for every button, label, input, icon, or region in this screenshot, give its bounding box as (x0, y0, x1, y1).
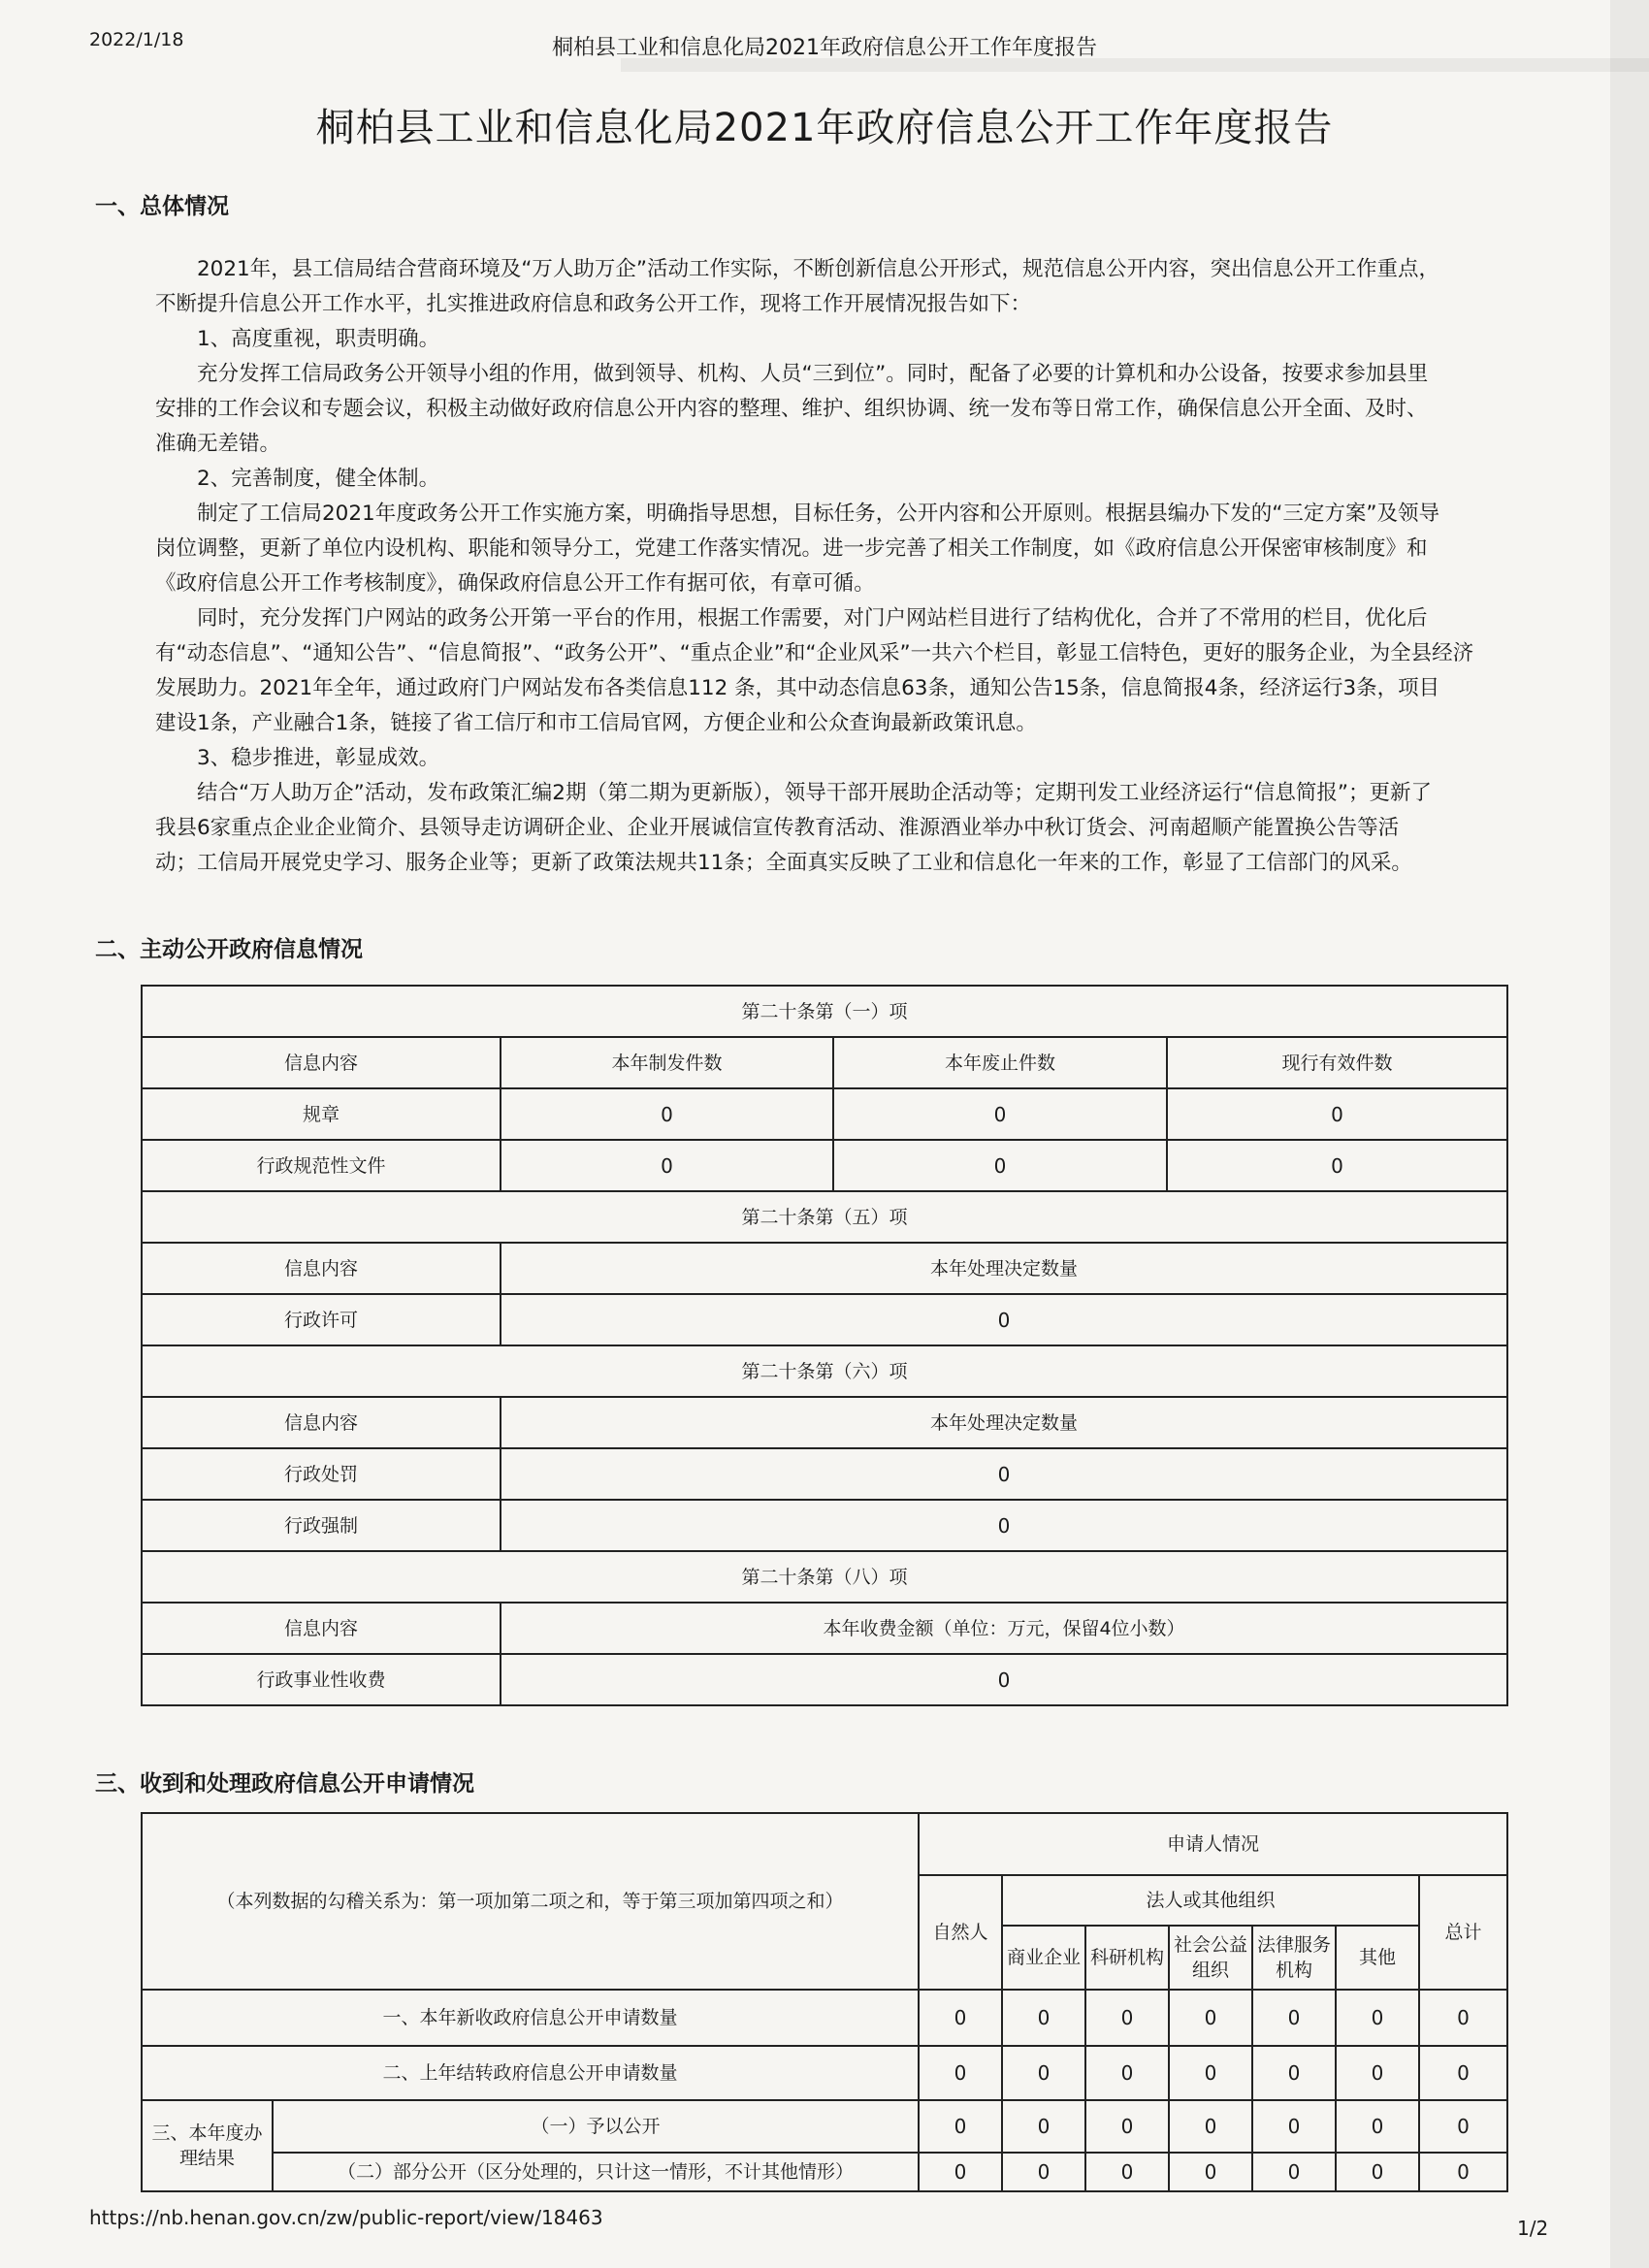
paragraph: 《政府信息公开工作考核制度》，确保政府信息公开工作有据可依，有章可循。 (155, 571, 875, 596)
paragraph: 有“动态信息”、“通知公告”、“信息简报”、“政务公开”、“重点企业”和“企业风采”一共六个栏目，彰显工信特色，更好的服务企业，为全县经济 (155, 641, 1474, 665)
paragraph: 结合“万人助万企”活动，发布政策汇编2期（第二期为更新版），领导干部开展助企活动等；定期刊发工业经济运行“信息简报”；更新了 (197, 781, 1432, 805)
overview-text (155, 252, 1513, 881)
cell-value: 0 (1252, 2100, 1336, 2153)
table-row (142, 2100, 1507, 2153)
cell-value: 0 (1252, 2153, 1336, 2191)
cell-value: 0 (1419, 2100, 1507, 2153)
cell-value: 0 (919, 2100, 1002, 2153)
org-type-header: 社会公益组织 (1169, 1926, 1252, 1990)
column-header: 本年处理决定数量 (501, 1243, 1507, 1294)
org-type-header: 法律服务机构 (1252, 1926, 1336, 1990)
row-label: 二、上年结转政府信息公开申请数量 (142, 2046, 919, 2100)
table-row (142, 2153, 1507, 2191)
cell-value: 0 (919, 2153, 1002, 2191)
row-label: 行政事业性收费 (142, 1654, 501, 1705)
proactive-disclosure-table (141, 985, 1508, 1706)
cell-value: 0 (1419, 2153, 1507, 2191)
print-date: 2022/1/18 (89, 29, 184, 50)
requests-table (141, 1812, 1508, 2192)
cell-value: 0 (1085, 2046, 1169, 2100)
legal-org-header: 法人或其他组织 (1002, 1875, 1419, 1926)
cell-value: 0 (1169, 2153, 1252, 2191)
cell-value: 0 (1252, 2046, 1336, 2100)
column-header: 信息内容 (142, 1603, 501, 1654)
table-row (142, 1500, 1507, 1551)
paragraph: 制定了工信局2021年度政务公开工作实施方案，明确指导思想，目标任务，公开内容和公开原则。根据县编办下发的“三定方案”及领导 (197, 502, 1439, 526)
org-type-header: 其他 (1336, 1926, 1419, 1990)
column-header: 本年收费金额（单位：万元，保留4位小数） (501, 1603, 1507, 1654)
cell-value: 0 (1336, 2100, 1419, 2153)
column-header: 信息内容 (142, 1037, 501, 1088)
paragraph: 我县6家重点企业企业简介、县领导走访调研企业、企业开展诚信宣传教育活动、淮源酒业举办中秋订货会、河南超顺产能置换公告等活 (155, 816, 1400, 840)
table-row (142, 1088, 1507, 1140)
org-type-header: 科研机构 (1085, 1926, 1169, 1990)
consistency-note: （本列数据的勾稽关系为：第一项加第二项之和，等于第三项加第四项之和） (142, 1813, 919, 1990)
table-section-title: 第二十条第（六）项 (142, 1345, 1507, 1397)
cell-value: 0 (1336, 2046, 1419, 2100)
column-header: 本年处理决定数量 (501, 1397, 1507, 1448)
paragraph: 充分发挥工信局政务公开领导小组的作用，做到领导、机构、人员“三到位”。同时，配备了必要的计算机和办公设备，按要求参加县里 (197, 362, 1429, 386)
cell-value: 0 (1002, 2046, 1085, 2100)
natural-person-header: 自然人 (919, 1875, 1002, 1990)
print-header-title: 桐柏县工业和信息化局2021年政府信息公开工作年度报告 (552, 36, 1097, 60)
paragraph: 2021年，县工信局结合营商环境及“万人助万企”活动工作实际，不断创新信息公开形式，规范信息公开内容，突出信息公开工作重点， (197, 257, 1439, 281)
row-group-label: 三、本年度办理结果 (142, 2100, 273, 2191)
applicant-header: 申请人情况 (919, 1813, 1507, 1875)
cell-value: 0 (1085, 2153, 1169, 2191)
column-header: 信息内容 (142, 1243, 501, 1294)
table-section-title: 第二十条第（五）项 (142, 1191, 1507, 1243)
cell-value: 0 (1167, 1140, 1507, 1191)
paragraph: 发展助力。2021年全年，通过政府门户网站发布各类信息112 条，其中动态信息63条，通知公告15条，信息简报4条，经济运行3条，项目 (155, 676, 1440, 700)
row-label: 规章 (142, 1088, 501, 1140)
cell-value: 0 (1169, 2100, 1252, 2153)
table-section-title: 第二十条第（一）项 (142, 986, 1507, 1037)
row-label: （一）予以公开 (273, 2100, 919, 2153)
cell-value: 0 (501, 1448, 1507, 1500)
paragraph: 1、高度重视，职责明确。 (197, 327, 440, 351)
table-row (142, 1140, 1507, 1191)
column-header: 本年制发件数 (501, 1037, 833, 1088)
cell-value: 0 (501, 1140, 833, 1191)
cell-value: 0 (1002, 2153, 1085, 2191)
scan-shadow-right (1610, 0, 1649, 2268)
page-url: https://nb.henan.gov.cn/zw/public-report/view/18463 (89, 2206, 603, 2229)
paragraph: 准确无差错。 (155, 432, 281, 456)
section-heading-overview: 一、总体情况 (95, 194, 229, 219)
org-type-header: 商业企业 (1002, 1926, 1085, 1990)
cell-value: 0 (1336, 1990, 1419, 2046)
paragraph: 动；工信局开展党史学习、服务企业等；更新了政策法规共11条；全面真实反映了工业和信息化一年来的工作，彰显了工信部门的风采。 (155, 851, 1412, 875)
cell-value: 0 (1419, 2046, 1507, 2100)
cell-value: 0 (501, 1500, 1507, 1551)
paragraph: 岗位调整，更新了单位内设机构、职能和领导分工，党建工作落实情况。进一步完善了相关工作制度，如《政府信息公开保密审核制度》和 (155, 536, 1428, 561)
cell-value: 0 (1169, 2046, 1252, 2100)
cell-value: 0 (1419, 1990, 1507, 2046)
cell-value: 0 (1085, 1990, 1169, 2046)
row-label: 一、本年新收政府信息公开申请数量 (142, 1990, 919, 2046)
cell-value: 0 (501, 1294, 1507, 1345)
cell-value: 0 (1085, 2100, 1169, 2153)
cell-value: 0 (1167, 1088, 1507, 1140)
row-label: 行政许可 (142, 1294, 501, 1345)
cell-value: 0 (919, 2046, 1002, 2100)
cell-value: 0 (833, 1088, 1167, 1140)
paragraph: 2、完善制度，健全体制。 (197, 467, 440, 491)
cell-value: 0 (1169, 1990, 1252, 2046)
table-section-title: 第二十条第（八）项 (142, 1551, 1507, 1603)
page-number: 1/2 (1517, 2217, 1549, 2240)
section-heading-requests: 三、收到和处理政府信息公开申请情况 (95, 1771, 474, 1797)
total-header: 总计 (1419, 1875, 1507, 1990)
cell-value: 0 (919, 1990, 1002, 2046)
row-label: （二）部分公开（区分处理的，只计这一情形，不计其他情形） (273, 2153, 919, 2191)
section-heading-proactive: 二、主动公开政府信息情况 (95, 937, 363, 962)
row-label: 行政强制 (142, 1500, 501, 1551)
paragraph: 同时，充分发挥门户网站的政务公开第一平台的作用，根据工作需要，对门户网站栏目进行了结构优化，合并了不常用的栏目，优化后 (197, 606, 1428, 631)
cell-value: 0 (1336, 2153, 1419, 2191)
cell-value: 0 (1002, 1990, 1085, 2046)
cell-value: 0 (501, 1654, 1507, 1705)
paragraph: 安排的工作会议和专题会议，积极主动做好政府信息公开内容的整理、维护、组织协调、统一发布等日常工作，确保信息公开全面、及时、 (155, 397, 1428, 421)
cell-value: 0 (501, 1088, 833, 1140)
table-row (142, 1448, 1507, 1500)
cell-value: 0 (1002, 2100, 1085, 2153)
paragraph: 3、稳步推进，彰显成效。 (197, 746, 440, 770)
table-row (142, 1990, 1507, 2046)
paragraph: 建设1条，产业融合1条，链接了省工信厅和市工信局官网，方便企业和公众查询最新政策讯息。 (155, 711, 1037, 735)
column-header: 本年废止件数 (833, 1037, 1167, 1088)
row-label: 行政处罚 (142, 1448, 501, 1500)
cell-value: 0 (1252, 1990, 1336, 2046)
row-label: 行政规范性文件 (142, 1140, 501, 1191)
paragraph: 不断提升信息公开工作水平，扎实推进政府信息和政务公开工作，现将工作开展情况报告如下： (155, 292, 1032, 316)
column-header: 信息内容 (142, 1397, 501, 1448)
table-row (142, 1294, 1507, 1345)
page-title: 桐柏县工业和信息化局2021年政府信息公开工作年度报告 (315, 106, 1334, 150)
table-row (142, 2046, 1507, 2100)
cell-value: 0 (833, 1140, 1167, 1191)
column-header: 现行有效件数 (1167, 1037, 1507, 1088)
table-row (142, 1654, 1507, 1705)
